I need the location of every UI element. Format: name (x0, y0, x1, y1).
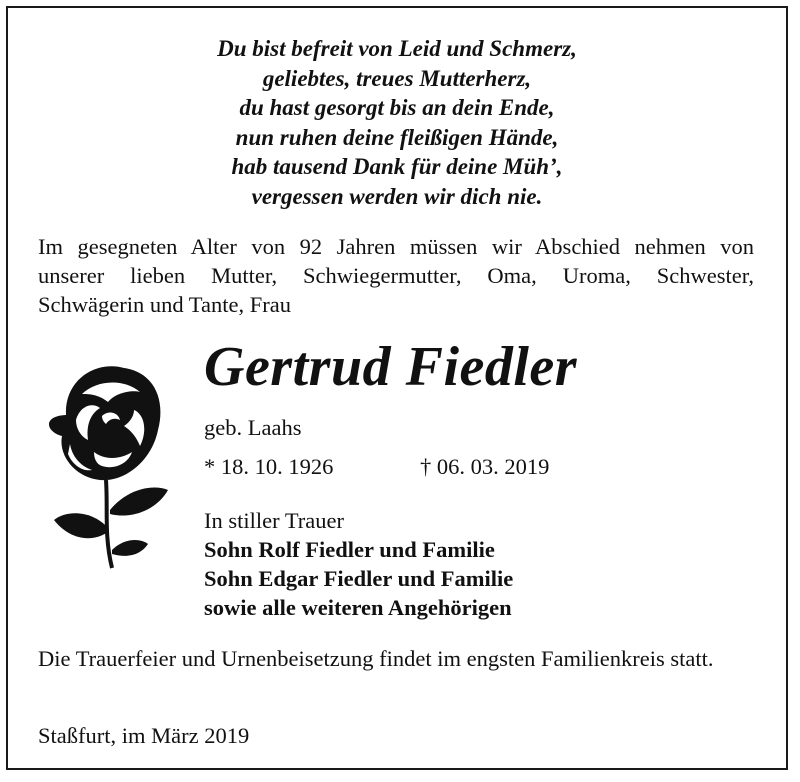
poem-line: du hast gesorgt bis an dein Ende, (239, 95, 555, 120)
mourners-heading: In stiller Trauer (204, 508, 344, 533)
poem-line: Du bist befreit von Leid und Schmerz, (217, 36, 577, 61)
rose-icon (36, 360, 176, 570)
intro-line: Im gesegneten Alter von 92 Jahren müssen wir Abschied nehmen von (38, 234, 754, 259)
poem (8, 34, 786, 211)
intro-line: Schwägerin und Tante, Frau (38, 292, 291, 317)
deceased-name: Gertrud Fiedler (204, 336, 578, 398)
mourners (204, 506, 513, 622)
intro-text (38, 232, 754, 319)
death-date: † 06. 03. 2019 (420, 454, 550, 479)
place-date: Staßfurt, im März 2019 (38, 723, 250, 748)
poem-line: geliebtes, treues Mutterherz, (262, 65, 532, 91)
mourner-line: Sohn Edgar Fiedler und Familie (204, 566, 514, 591)
mourner-line: sowie alle weiteren Angehörigen (204, 595, 512, 620)
mourner-line: Sohn Rolf Fiedler und Familie (204, 537, 495, 562)
ceremony-notice: Die Trauerfeier und Urnenbeisetzung findet im engsten Familienkreis statt. (38, 646, 714, 671)
obituary-card (6, 6, 788, 770)
intro-line: unserer lieben Mutter, Schwiegermutter, Oma, Uroma, Schwester, (38, 263, 754, 288)
birth-date: * 18. 10. 1926 (204, 454, 334, 479)
poem-line: hab tausend Dank für deine Müh’, (231, 154, 563, 179)
birth-name: geb. Laahs (204, 415, 302, 440)
poem-line: nun ruhen deine fleißigen Hände, (235, 124, 559, 150)
life-dates (204, 454, 550, 480)
poem-line: vergessen werden wir dich nie. (251, 183, 543, 209)
